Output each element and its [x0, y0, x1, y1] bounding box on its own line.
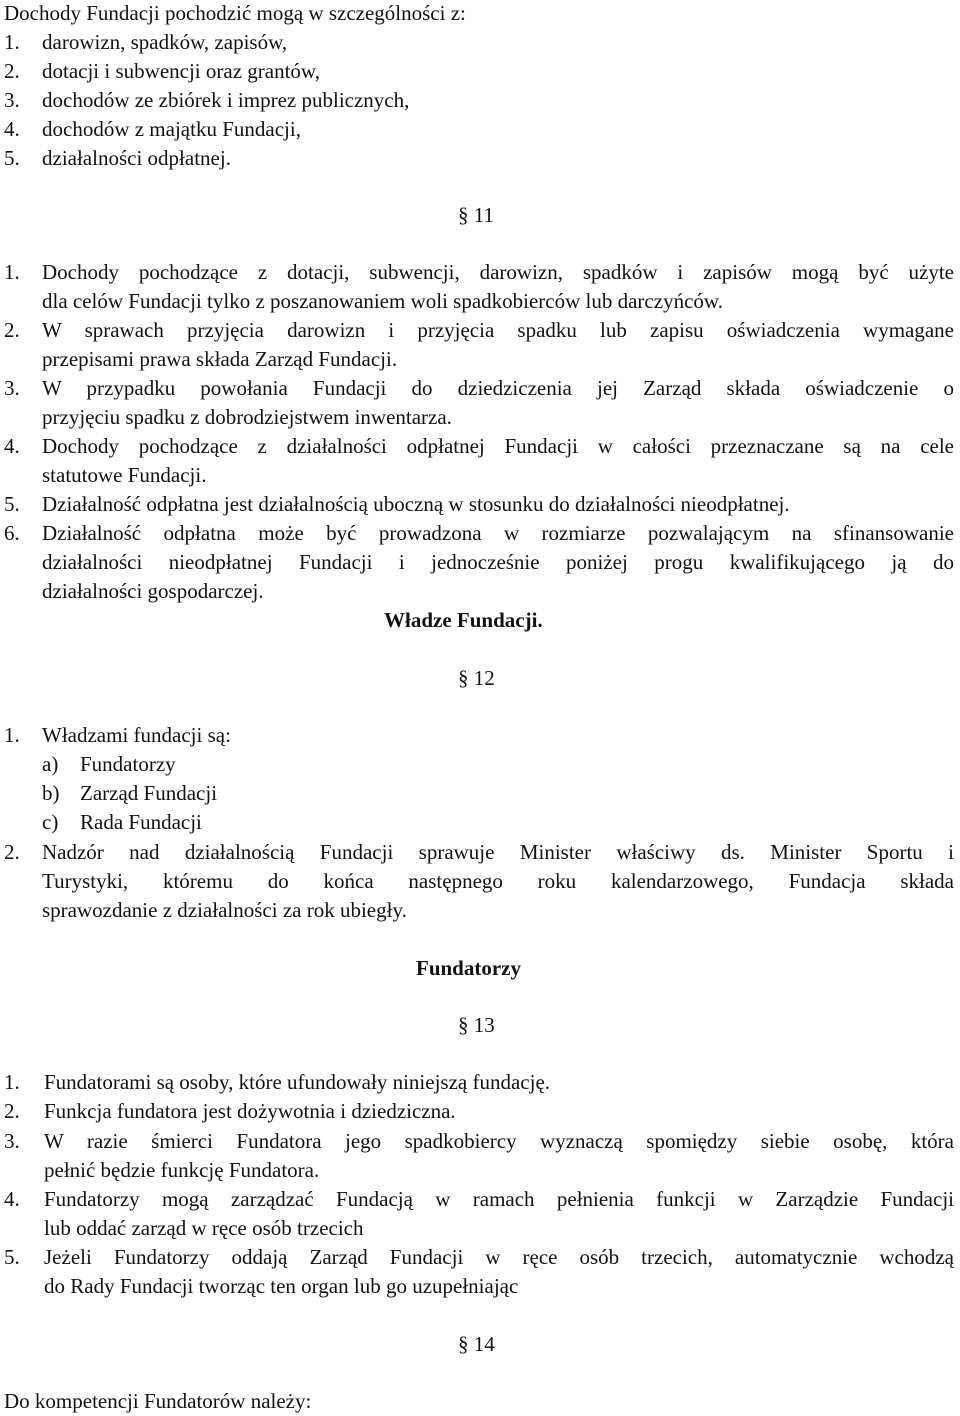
paragraph-line: W razie śmierci Fundatora jego spadkobiercy wyznaczą spomiędzy siebie osobę, która: [44, 1129, 954, 1153]
list-item-number: 1.: [4, 30, 20, 54]
list-item: Władzami fundacji są:: [42, 723, 231, 747]
list-item-number: 2.: [4, 840, 20, 864]
paragraph-line: Fundatorzy mogą zarządzać Fundacją w ramach pełnienia funkcji w Zarządzie Fundacji: [44, 1187, 954, 1211]
list-item: darowizn, spadków, zapisów,: [42, 30, 288, 54]
sublist-letter: a): [42, 752, 59, 776]
paragraph-line: Turystyki, któremu do końca następnego roku kalendarzowego, Fundacja składa: [42, 869, 954, 893]
sublist-item: Zarząd Fundacji: [80, 781, 218, 805]
sublist-letter: b): [42, 781, 60, 805]
list-item-number: 6.: [4, 521, 20, 545]
list-item-number: 5.: [4, 492, 20, 516]
paragraph-line: sprawozdanie z działalności za rok ubiegły.: [42, 898, 407, 922]
list-item-number: 3.: [4, 88, 20, 112]
section-title-14: § 14: [458, 1332, 495, 1356]
paragraph-line: Funkcja fundatora jest dożywotnia i dziedziczna.: [44, 1099, 456, 1123]
paragraph-line: W sprawach przyjęcia darowizn i przyjęcia spadku lub zapisu oświadczenia wymagane: [42, 318, 954, 342]
list-item: działalności odpłatnej.: [42, 146, 231, 170]
list-item-number: 2.: [4, 1099, 20, 1123]
section-title-11: § 11: [458, 203, 494, 227]
paragraph-line: Działalność odpłatna jest działalnością uboczną w stosunku do działalności nieodpłatnej.: [42, 492, 790, 516]
paragraph-line: Dochody pochodzące z działalności odpłatnej Fundacji w całości przeznaczane są na cele: [42, 434, 954, 458]
paragraph-line: działalności nieodpłatnej Fundacji i jednocześnie poniżej progu kwalifikującego ją do: [42, 550, 954, 574]
paragraph-line: przepisami prawa składa Zarząd Fundacji.: [42, 347, 398, 371]
list-item: dochodów z majątku Fundacji,: [42, 117, 301, 141]
paragraph-line: pełnić będzie funkcję Fundatora.: [44, 1158, 320, 1182]
list-item: dotacji i subwencji oraz grantów,: [42, 59, 320, 83]
paragraph-line: do Rady Fundacji tworząc ten organ lub go uzupełniając: [44, 1274, 519, 1298]
list-item-number: 1.: [4, 260, 20, 284]
list-item-number: 5.: [4, 146, 20, 170]
section-heading-wladze: Władze Fundacji.: [384, 608, 543, 632]
paragraph-line: Dochody pochodzące z dotacji, subwencji, darowizn, spadków i zapisów mogą być użyte: [42, 260, 954, 284]
paragraph-line: przyjęciu spadku z dobrodziejstwem inwentarza.: [42, 405, 452, 429]
list-item: dochodów ze zbiórek i imprez publicznych,: [42, 88, 410, 112]
paragraph-line: Fundatorami są osoby, które ufundowały niniejszą fundację.: [44, 1070, 551, 1094]
list-item-number: 4.: [4, 1187, 20, 1211]
paragraph-line: dla celów Fundacji tylko z poszanowaniem woli spadkobierców lub darczyńców.: [42, 289, 723, 313]
paragraph-line: statutowe Fundacji.: [42, 463, 207, 487]
intro-heading: Dochody Fundacji pochodzić mogą w szczególności z:: [4, 1, 466, 25]
sublist-letter: c): [42, 810, 59, 834]
section-title-12: § 12: [458, 666, 495, 690]
paragraph-line: Jeżeli Fundatorzy oddają Zarząd Fundacji w ręce osób trzecich, automatycznie wchodzą: [44, 1245, 954, 1269]
list-item-number: 4.: [4, 434, 20, 458]
list-item-number: 2.: [4, 59, 20, 83]
sublist-item: Fundatorzy: [80, 752, 176, 776]
sublist-item: Rada Fundacji: [80, 810, 202, 834]
list-item-number: 2.: [4, 318, 20, 342]
list-item-number: 3.: [4, 1129, 20, 1153]
section-title-13: § 13: [458, 1013, 495, 1037]
paragraph-line: działalności gospodarczej.: [42, 579, 264, 603]
paragraph-line: Nadzór nad działalnością Fundacji sprawuje Minister właściwy ds. Minister Sportu i: [42, 840, 954, 864]
list-item-number: 3.: [4, 376, 20, 400]
list-item-number: 1.: [4, 723, 20, 747]
section-heading-fundatorzy: Fundatorzy: [416, 956, 521, 980]
list-item-number: 5.: [4, 1245, 20, 1269]
paragraph-line: Do kompetencji Fundatorów należy:: [4, 1389, 312, 1413]
list-item-number: 1.: [4, 1070, 20, 1094]
paragraph-line: W przypadku powołania Fundacji do dziedziczenia jej Zarząd składa oświadczenie o: [42, 376, 954, 400]
paragraph-line: lub oddać zarząd w ręce osób trzecich: [44, 1216, 364, 1240]
paragraph-line: Działalność odpłatna może być prowadzona w rozmiarze pozwalającym na sfinansowanie: [42, 521, 954, 545]
list-item-number: 4.: [4, 117, 20, 141]
